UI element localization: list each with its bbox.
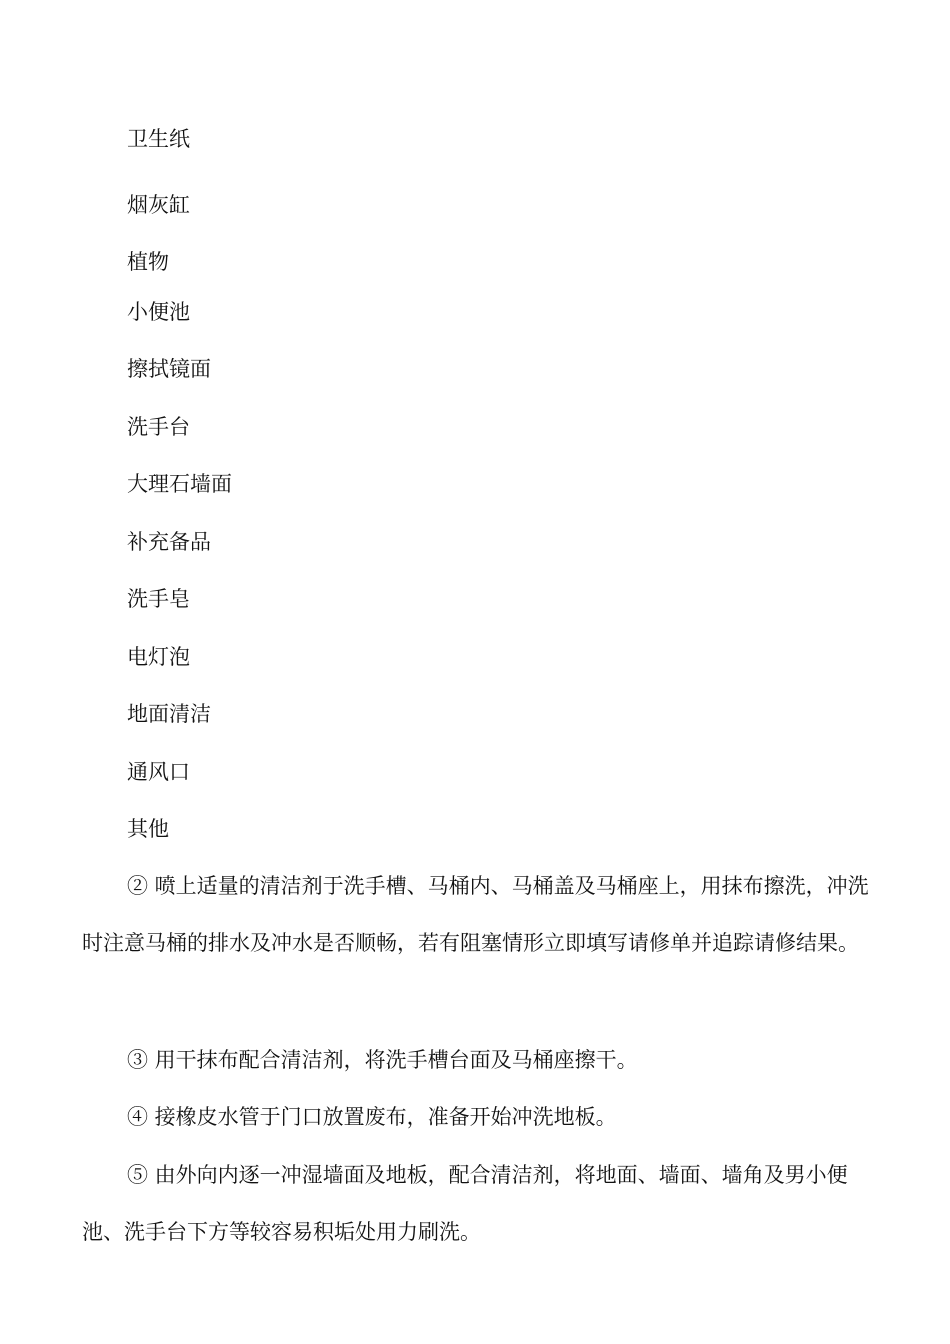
list-item-washbasin: 洗手台 [127,415,190,439]
list-item-toilet-paper: 卫生纸 [127,127,190,151]
list-item-marble-wall: 大理石墙面 [127,472,232,496]
list-item-vent: 通风口 [127,760,190,784]
list-item-plants: 植物 [127,250,169,274]
paragraph-step-4: ④ 接橡皮水管于门口放置废布，准备开始冲洗地板。 [127,1105,617,1129]
paragraph-step-3: ③ 用干抹布配合清洁剂，将洗手槽台面及马桶座擦干。 [127,1048,638,1072]
list-item-floor-cleaning: 地面清洁 [127,702,211,726]
paragraph-step-5: ⑤ 由外向内逐一冲湿墙面及地板，配合清洁剂，将地面、墙面、墙角及男小便池、洗手台下方等较容易积垢处用力刷洗。 [82,1163,848,1244]
list-item-urinal: 小便池 [127,300,190,324]
list-item-mirror: 擦拭镜面 [127,357,211,381]
list-item-other: 其他 [127,817,169,841]
paragraph-step-2: ② 喷上适量的清洁剂于洗手槽、马桶内、马桶盖及马桶座上，用抹布擦洗，冲洗时注意马桶的排水及冲水是否顺畅，若有阻塞情形立即填写请修单并追踪请修结果。 [82,874,869,955]
list-item-supplies: 补充备品 [127,530,211,554]
list-item-hand-soap: 洗手皂 [127,587,190,611]
list-item-ashtray: 烟灰缸 [127,193,190,217]
list-item-light-bulb: 电灯泡 [127,645,190,669]
